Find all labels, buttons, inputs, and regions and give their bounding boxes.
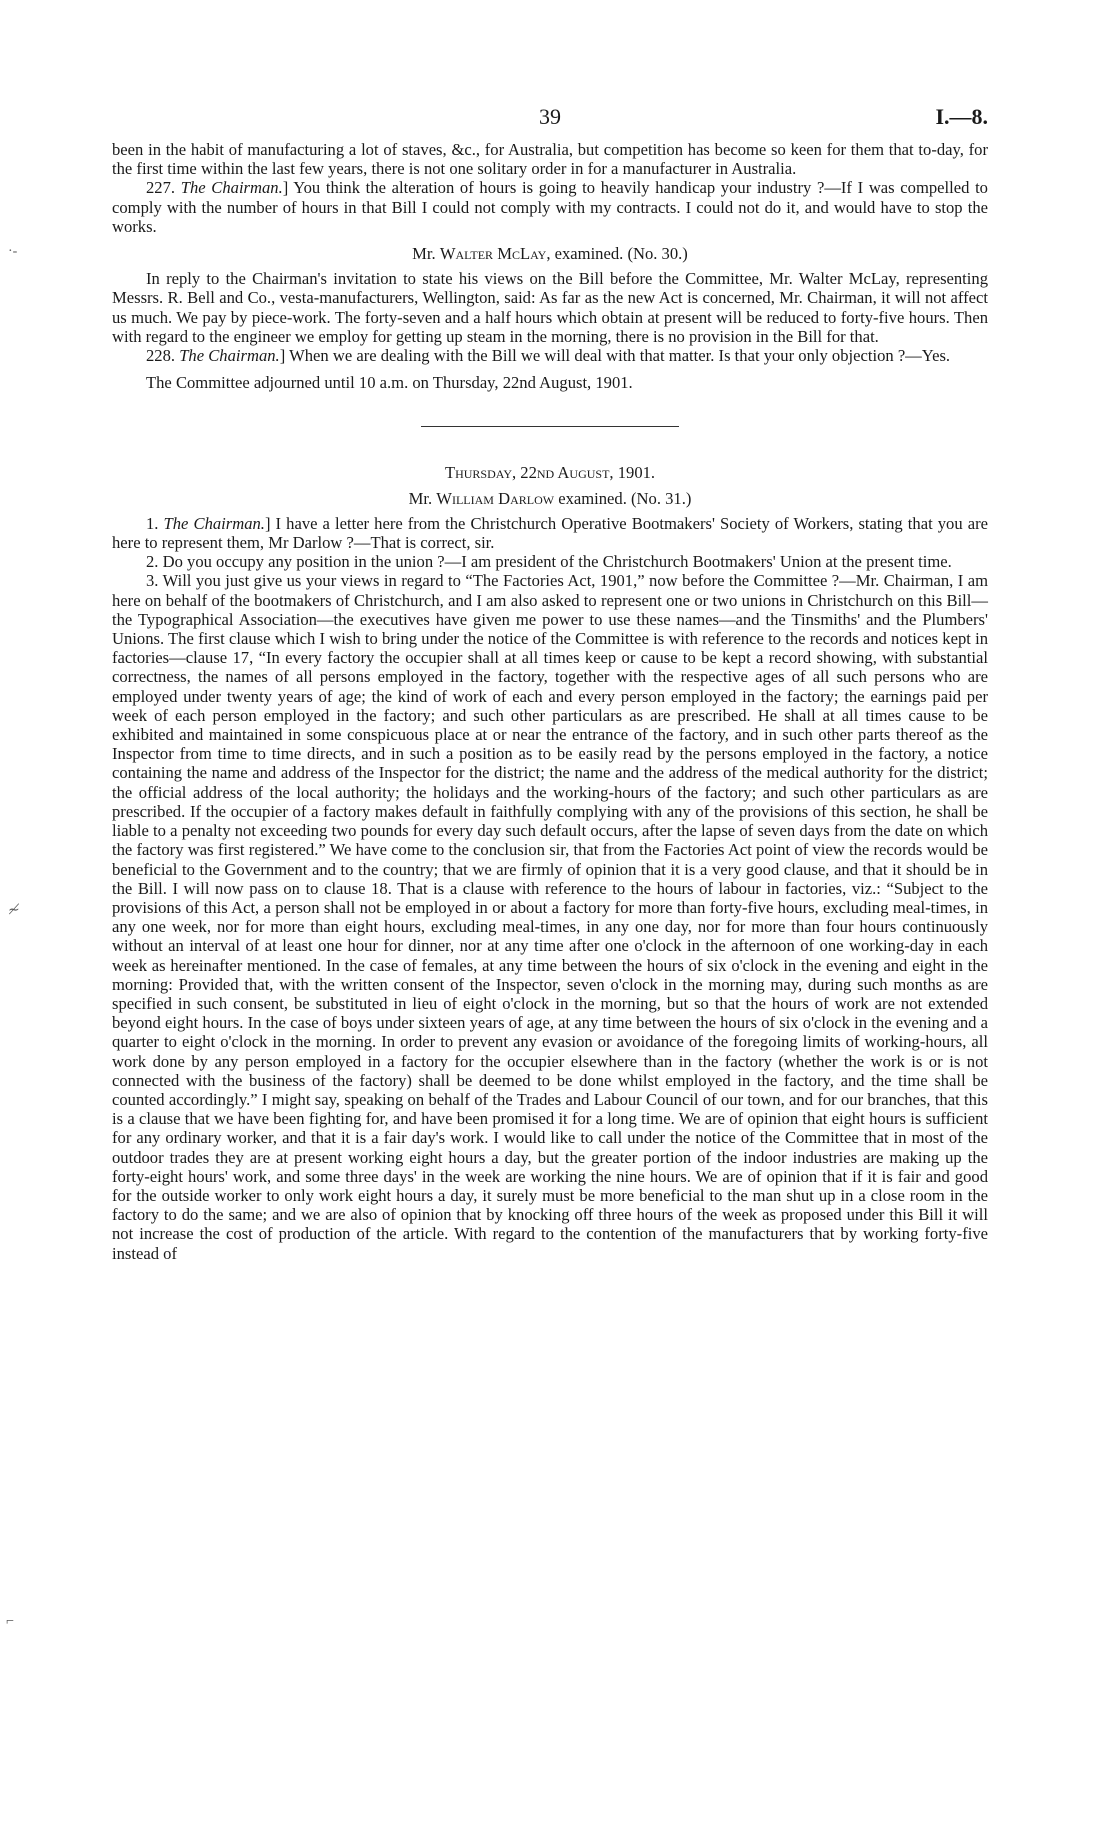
speaker: The Chairman. [179,346,280,366]
witness-heading: Mr. Walter McLay, examined. (No. 30.) [412,244,688,264]
question-1 [112,514,988,552]
speaker: The Chairman. [180,178,283,198]
question-227 [112,178,988,236]
question-number: 1. [146,513,159,533]
section-divider [421,426,679,427]
question-2: 2. Do you occupy any position in the union ?—I am president of the Christchurch Bootmakers' Union at the present time. [146,552,952,572]
question-text: ] When we are dealing with the Bill we will deal with that matter. Is that your only objection ?—Yes. [279,346,951,366]
paragraph-continuation: been in the habit of manufacturing a lot of staves, &c., for Australia, but competition has become so keen for them that to-day, for the first time within the last few years, there is not one solitary order in for a manufacturer in Australia. [112,140,988,179]
question-number: 227. [146,178,176,198]
question-text: ] You think the alteration of hours is going to heavily handicap your industry ?—If I was compelled to comply with the number of hours in that Bill I could not comply with my contracts. I could not do it, and would have to stop the works. [112,178,988,236]
question-number: 228. [146,346,176,366]
speaker: The Chairman. [163,513,265,533]
date-heading: Thursday, 22nd August, 1901. [444,463,656,483]
margin-mark: ≁ [8,903,20,918]
page-header [112,104,988,140]
document-reference: I.—8. [935,104,988,129]
page-number: 39 [539,104,561,129]
witness-name: Walter McLay [439,244,547,264]
adjournment-note: The Committee adjourned until 10 a.m. on Thursday, 22nd August, 1901. [146,373,633,393]
question-3: 3. Will you just give us your views in regard to “The Factories Act, 1901,” now before the Committee ?—Mr. Chairman, I am here on behalf of the bootmakers of Christchurch, and I am also asked to represent one or two unions in Christchurch on this Bill—the Typographical Association—the executives have given me power to use these names—and the Tinsmiths' and the Plumbers' Unions. The first clause which I wish to bring under the notice of the Committee is with reference to the records and notices kept in factories—clause 17, “In every factory the occupier shall at all times keep or cause to be kept a record showing, with substantial correctness, the names of all persons employed in the factory, together with the respective ages of all such persons who are employed under twenty years of age; the kind of work of each and every person employed in the factory; the earnings paid per week of each person employed in the factory; and such other particulars as are prescribed. He shall at all times cause to be exhibited and maintained in some conspicuous place at or near the entrance of the factory, and in such other parts thereof as the Inspector from time to time directs, and in such a position as to be easily read by the persons employed in the factory, a notice containing the name and address of the Inspector for the district; the name and the address of the medical authority for the district; the official address of the local authority; the holidays and the working-hours of the factory; and such other particulars as are prescribed. If the occupier of a factory makes default in faithfully complying with any of the provisions of this section, he shall be liable to a penalty not exceeding two pounds for every day such default occurs, after the lapse of seven days from the date on which the factory was first registered.” We have come to the conclusion sir, that from the Factories Act point of view the records would be beneficial to the Government and to the country; that we are firmly of opinion that it is a very good clause, and that it should be in the Bill. I will now pass on to clause 18. That is a clause with reference to the hours of labour in factories, viz.: “Subject to the provisions of this Act, a person shall not be employed in or about a factory for more than forty-five hours, excluding meal-times, in any one week, nor for more than eight hours, excluding meal-times, in any one day, nor for more than four hours continuously without an interval of at least one hour for dinner, nor at any time after one o'clock in the afternoon of one working-day in each week as hereinafter mentioned. In the case of females, at any time between the hours of six o'clock in the evening and eight in the morning: Provided that, with the written consent of the Inspector, seven o'clock in the morning may, during such months as are specified in such consent, be substituted in lieu of eight o'clock in the morning, but so that the hours of work are not extended beyond eight hours. In the case of boys under sixteen years of age, at any time between the hours of six o'clock in the evening and a quarter to eight o'clock in the morning. In order to prevent any evasion or avoidance of the foregoing limits of working-hours, all work done by any person employed in a factory for the occupier elsewhere than in the factory (whether the work is or is not connected with the business of the factory) shall be deemed to be done whilst employed in the factory, and the time shall be counted accordingly.” I might say, speaking on behalf of the Trades and Labour Council of our town, and for our branches, that this is a clause that we have been fighting for, and have been promised it for a long time. We are of opinion that eight hours is sufficient for any ordinary worker, and that it is a fair day's work. I would like to call under the notice of the Committee that in most of the outdoor trades they are at present working eight hours a day, but the greater portion of the indoor industries are making up the forty-eight hours' work, and some three days' in the week are working the nine hours. We are of opinion that if it is fair and good for the outside worker to only work eight hours a day, it surely must be more beneficial to the man shut up in a close room in the factory to do the same; and we are also of opinion that by knocking off three hours of the week as proposed under this Bill it will not increase the cost of production of the article. With regard to the contention of the manufacturers that by working forty-five instead of [112,571,988,1263]
margin-mark: ⌐ [6,1614,14,1629]
document-page [112,104,988,1263]
statement-mclay: In reply to the Chairman's invitation to state his views on the Bill before the Committee, Mr. Walter McLay, representing Messrs. R. Bell and Co., vesta-manufacturers, Wellington, said: As far as the new Act is concerned, Mr. Chairman, it will not affect us much. We pay by piece-work. The forty-seven and a half hours which obtain at present will be reduced to forty-five hours. Then with regard to the engineer we employ for getting up steam in the morning, there is no provision in the Bill for that. [112,269,988,346]
witness-name: William Darlow [436,488,555,508]
question-text: ] I have a letter here from the Christchurch Operative Bootmakers' Society of Workers, stating that you are here to represent them, Mr Darlow ?—That is correct, sir. [112,513,988,553]
margin-mark: ·- [8,244,18,259]
witness-heading: Mr. William Darlow examined. (No. 31.) [408,488,692,508]
question-228 [112,346,988,365]
